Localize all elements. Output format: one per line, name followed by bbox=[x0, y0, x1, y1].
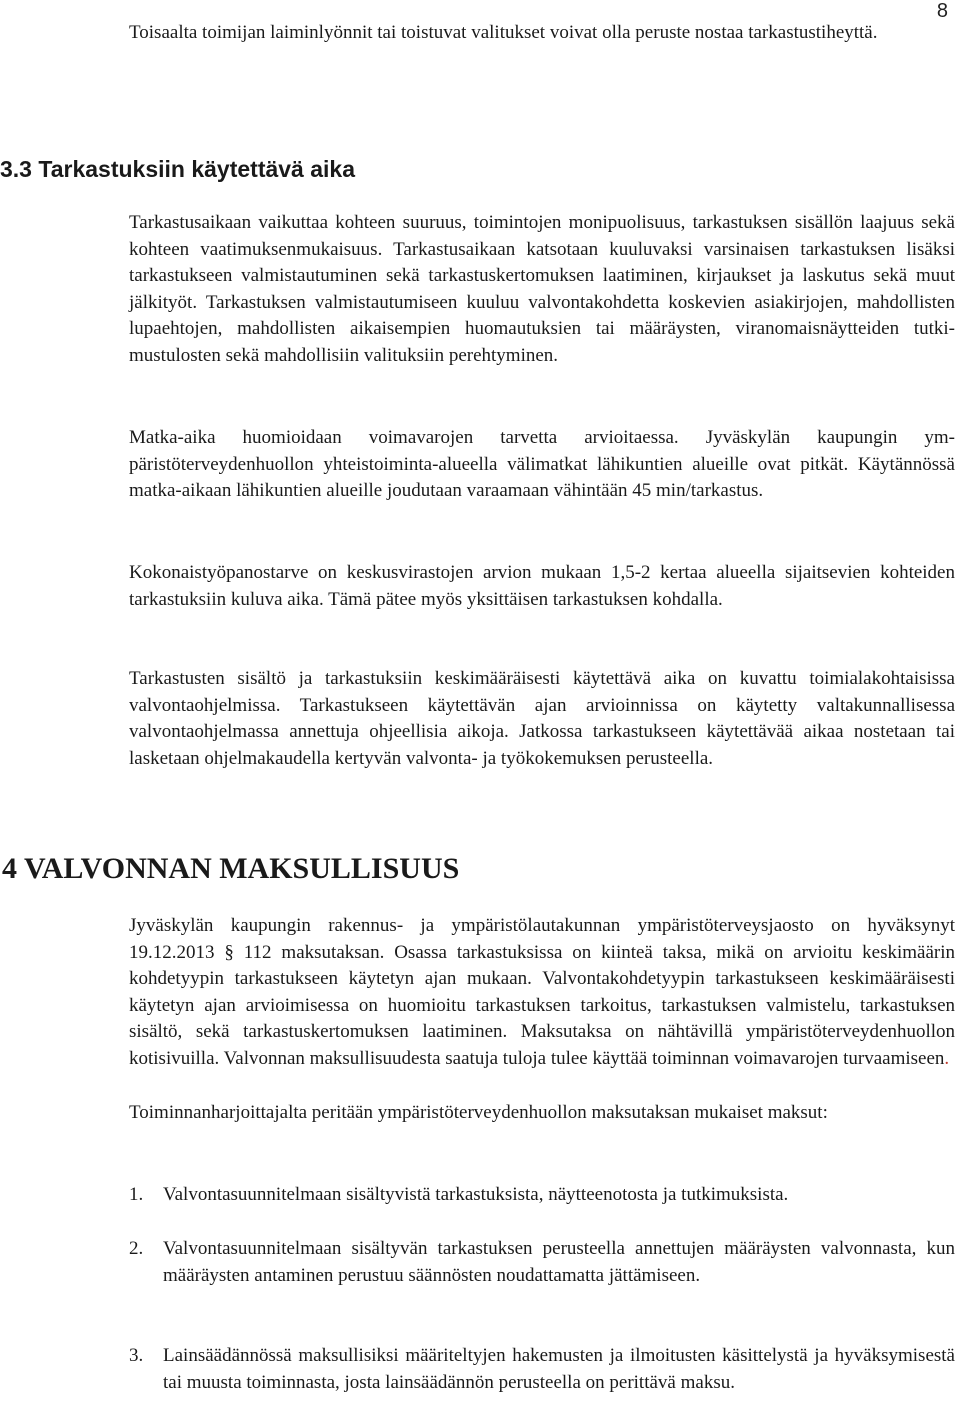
paragraph-inspection-content: Tarkastusten sisältö ja tarkastuksiin keskimääräisesti käytettävä aika on kuvattu toimialakohtaisissa valvontaohjelmissa. Tarkastukseen käytettävän ajan arvioinnissa on käytetty valtakunnallisessa valvontaohjelmassa annettuja ohjeellisia aikoja. Jatkossa tarkastukseen käytettävää aikaa nostetaan tai lasketaan ohjelmakaudella kertyvän valvonta- ja työkokemuksen perusteella. bbox=[129, 668, 955, 769]
list-item-number: 1. bbox=[129, 1184, 144, 1205]
list-item-number: 3. bbox=[129, 1345, 144, 1366]
paragraph-travel-time: Matka-aika huomioidaan voimavarojen tarvetta arvioitaessa. Jyväskylän kaupungin ympäristöterveydenhuollon yhteistoiminta-alueella välimatkat lähikuntien alueille ovat pitkät. Käytännössä matka-aikaan lähikuntien alueille joudutaan varaamaan vähintään 45 min/tarkastus. bbox=[129, 427, 955, 501]
paragraph-fees-intro: Toiminnanharjoittajalta peritään ympäristöterveydenhuollon maksutaksan mukaiset maksut: bbox=[129, 1102, 828, 1123]
fee-schedule-period: . bbox=[944, 1047, 950, 1069]
fee-schedule-text: Jyväskylän kaupungin rakennus- ja ympäristölautakunnan ympäristöterveysjaosto on hyväksynyt 19.12.2013 § 112 maksutaksan. Osassa tarkastuksissa on kiinteä taksa, mikä on arvioitu keskimäärin kohdetyypin tarkastukseen käytetyn ajan mukaan. Valvontakohdetyypin tarkastukseen keskimääräisesti käytetyn ajan arvioimisessa on huomioitu tarkastuksen tarkoitus, tarkastuksen valmistelu, tarkastuksen sisältö, sekä tarkastuskertomuksen laatiminen. Maksutaksa on nähtävillä ympäristöterveydenhuollon kotisivuilla. Valvonnan maksullisuudesta saatuja tuloja tulee käyttää toiminnan voimavarojen turvaamiseen bbox=[129, 915, 955, 1069]
list-item-text: Valvontasuunnitelmaan sisältyvän tarkastuksen perusteella annettujen määräysten valvonnasta, kun määräysten antaminen perustuu säännösten noudattamatta jättämiseen. bbox=[163, 1238, 955, 1286]
list-item-text: Valvontasuunnitelmaan sisältyvistä tarkastuksista, näytteenotosta ja tutkimuksista. bbox=[163, 1184, 789, 1205]
list-item-text: Lainsäädännössä maksullisiksi määriteltyjen hakemusten ja ilmoitusten käsittelystä ja hyväksymisestä tai muusta toiminnasta, josta lainsäädännön perusteella on perittävä maksu. bbox=[163, 1345, 955, 1393]
page-number: 8 bbox=[936, 0, 948, 22]
list-item-number: 2. bbox=[129, 1238, 144, 1259]
paragraph-total-effort: Kokonaistyöpanostarve on keskusvirastojen arvion mukaan 1,5-2 kertaa alueella sijaitsevien kohteiden tarkastuksiin kuluva aika. Tämä pätee myös yksittäisen tarkastuksen kohdalla. bbox=[129, 562, 955, 610]
intro-paragraph: Toisaalta toimijan laiminlyönnit tai toistuvat valitukset voivat olla peruste nostaa tarkastustiheyttä. bbox=[129, 22, 878, 43]
section-heading-4: 4 VALVONNAN MAKSULLISUUS bbox=[2, 852, 460, 885]
paragraph-inspection-time: Tarkastusaikaan vaikuttaa kohteen suuruus, toimintojen monipuolisuus, tarkastuksen sisällön laajuus sekä kohteen vaatimuksenmukaisuus. Tarkastusaikaan katsotaan kuuluvaksi varsinaisen tarkastuksen lisäksi tarkastukseen valmistautuminen sekä tarkastuskertomuksen laatiminen, kirjaukset ja laskutus sekä muut jälkityöt. Tarkastuksen valmistautumiseen kuuluu valvontakohdetta koskevien asiakirjojen, mahdollisten lupaehtojen, mahdollisten aikaisempien huomautuksien tai määräysten, viranomaisnäytteiden tutkimustulosten sekä mahdollisiin valituksiin perehtyminen. bbox=[129, 212, 955, 366]
paragraph-fee-schedule bbox=[129, 913, 955, 1072]
section-heading-3-3: 3.3 Tarkastuksiin käytettävä aika bbox=[0, 156, 356, 182]
